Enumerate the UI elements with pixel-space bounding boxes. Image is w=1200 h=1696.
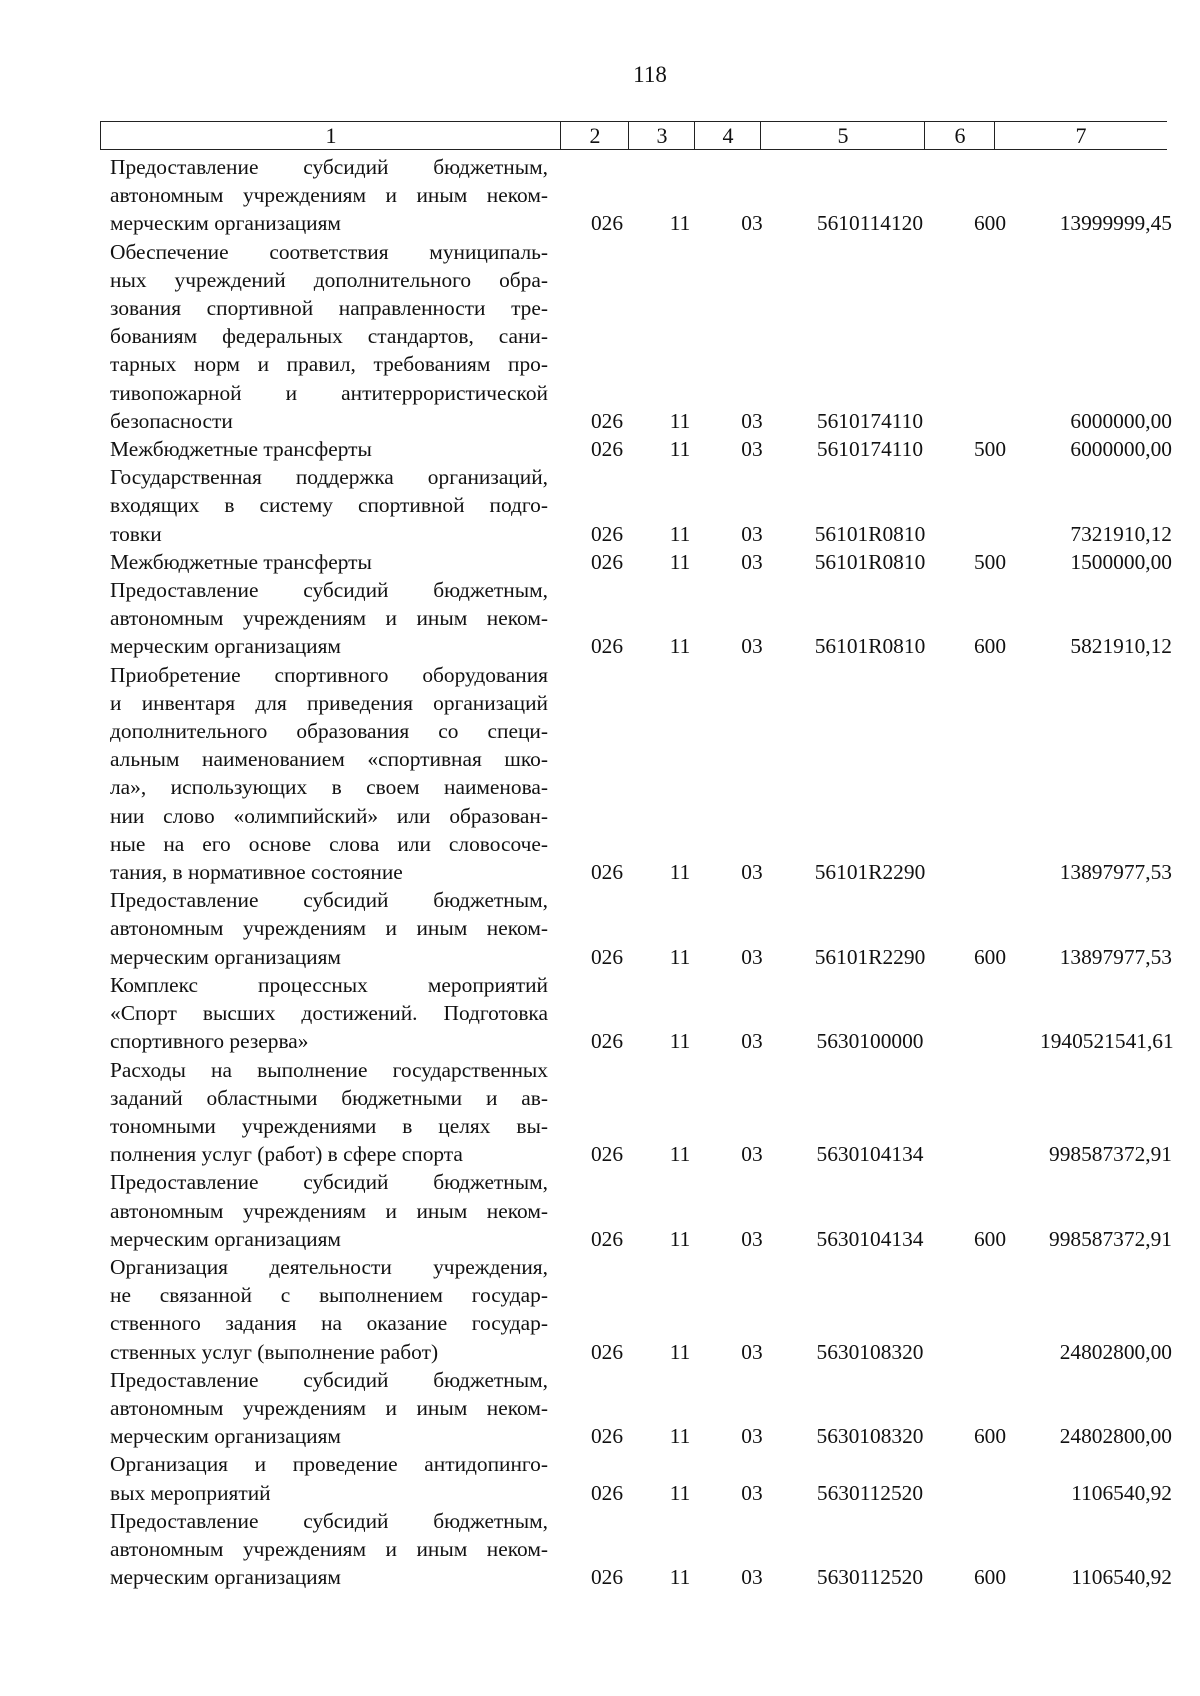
cell-col-4: 03 — [741, 1339, 763, 1364]
cell-col-5: 5630104134 — [816, 1226, 924, 1251]
table-row — [110, 1366, 1172, 1451]
description-line: Предоставление субсидий бюджетным, — [110, 1170, 548, 1195]
description-line: автономным учреждениям и иным неком- — [110, 183, 548, 208]
description-line: Организация и проведение антидопинго- — [110, 1452, 548, 1477]
header-col-4: 4 — [694, 122, 761, 149]
cell-col-3: 11 — [669, 634, 691, 659]
row-description — [110, 153, 548, 238]
cell-col-2: 026 — [590, 549, 624, 574]
cell-col-7: 13897977,53 — [1059, 860, 1172, 885]
table-row — [110, 1450, 1172, 1506]
table-row — [110, 153, 1172, 238]
description-line: Организация деятельности учреждения, — [110, 1254, 548, 1279]
cell-col-6: 600 — [973, 1424, 1007, 1449]
table-row — [110, 886, 1172, 971]
cell-col-5: 5630104134 — [816, 1142, 924, 1167]
table-row — [110, 238, 1172, 435]
row-description — [110, 1507, 548, 1592]
cell-col-7: 998587372,91 — [1049, 1142, 1172, 1167]
cell-col-2: 026 — [590, 1424, 624, 1449]
cell-col-4: 03 — [741, 437, 763, 462]
cell-col-4: 03 — [741, 1226, 763, 1251]
cell-col-2: 026 — [590, 634, 624, 659]
row-description — [110, 238, 548, 435]
description-line: Межбюджетные трансферты — [110, 437, 372, 462]
cell-col-2: 026 — [590, 408, 624, 433]
description-line: Расходы на выполнение государственных — [110, 1057, 548, 1082]
cell-col-4: 03 — [741, 521, 763, 546]
cell-col-4: 03 — [741, 1029, 763, 1054]
description-line: вых мероприятий — [110, 1480, 271, 1505]
cell-col-4: 03 — [741, 1142, 763, 1167]
cell-col-3: 11 — [669, 1142, 691, 1167]
cell-col-6: 600 — [973, 944, 1007, 969]
cell-col-5: 56101R0810 — [814, 634, 926, 659]
description-line: автономным учреждениям и иным неком- — [110, 1395, 548, 1420]
description-line: автономным учреждениям и иным неком- — [110, 1198, 548, 1223]
description-line: ные на его основе слова или словосоче- — [110, 831, 548, 856]
cell-col-6: 600 — [973, 1226, 1007, 1251]
cell-col-5: 56101R0810 — [814, 549, 926, 574]
cell-col-2: 026 — [590, 437, 624, 462]
description-line: Предоставление субсидий бюджетным, — [110, 888, 548, 913]
cell-col-4: 03 — [741, 944, 763, 969]
cell-col-7: 998587372,91 — [1049, 1226, 1172, 1251]
description-line: не связанной с выполнением государ- — [110, 1283, 548, 1308]
cell-col-3: 11 — [669, 1424, 691, 1449]
row-description — [110, 1056, 548, 1169]
description-line: тономными учреждениями в целях вы- — [110, 1113, 548, 1138]
description-line: автономным учреждениям и иным неком- — [110, 606, 548, 631]
description-line: тарных норм и правил, требованиям про- — [110, 352, 548, 377]
description-line: нии слово «олимпийский» или образован- — [110, 803, 548, 828]
description-line: тивопожарной и антитеррористической — [110, 380, 548, 405]
table-row — [110, 661, 1172, 887]
cell-col-2: 026 — [590, 521, 624, 546]
cell-col-5: 5630100000 — [816, 1029, 924, 1054]
description-line: тания, в нормативное состояние — [110, 860, 403, 885]
cell-col-5: 5610174110 — [816, 408, 924, 433]
table-row — [110, 1056, 1172, 1169]
table-body — [110, 153, 1172, 1591]
cell-col-6: 600 — [973, 211, 1007, 236]
row-description — [110, 435, 548, 463]
description-line: полнения услуг (работ) в сфере спорта — [110, 1142, 463, 1167]
cell-col-2: 026 — [590, 1142, 624, 1167]
cell-col-6: 600 — [973, 1565, 1007, 1590]
cell-col-5: 5630112520 — [816, 1480, 924, 1505]
row-description — [110, 548, 548, 576]
cell-col-7: 24802800,00 — [1059, 1424, 1172, 1449]
cell-col-3: 11 — [669, 549, 691, 574]
cell-col-5: 56101R2290 — [814, 860, 926, 885]
cell-col-7: 1940521541,61 — [1040, 1029, 1174, 1054]
header-col-2: 2 — [560, 122, 629, 149]
description-line: Предоставление субсидий бюджетным, — [110, 578, 548, 603]
cell-col-2: 026 — [590, 1029, 624, 1054]
cell-col-6: 500 — [973, 549, 1007, 574]
cell-col-7: 6000000,00 — [1070, 437, 1172, 462]
cell-col-4: 03 — [741, 634, 763, 659]
cell-col-2: 026 — [590, 1480, 624, 1505]
description-line: Межбюджетные трансферты — [110, 549, 372, 574]
cell-col-7: 1106540,92 — [1071, 1480, 1172, 1505]
cell-col-5: 5630112520 — [816, 1565, 924, 1590]
cell-col-7: 6000000,00 — [1070, 408, 1172, 433]
cell-col-2: 026 — [590, 211, 624, 236]
cell-col-3: 11 — [669, 1029, 691, 1054]
cell-col-4: 03 — [741, 1565, 763, 1590]
cell-col-6: 600 — [973, 634, 1007, 659]
row-description — [110, 1253, 548, 1366]
description-line: дополнительного образования со специ- — [110, 719, 548, 744]
row-description — [110, 886, 548, 971]
cell-col-3: 11 — [669, 1226, 691, 1251]
description-line: «Спорт высших достижений. Подготовка — [110, 1001, 548, 1026]
description-line: мерческим организациям — [110, 1424, 341, 1449]
description-line: Предоставление субсидий бюджетным, — [110, 1508, 548, 1533]
cell-col-2: 026 — [590, 1339, 624, 1364]
cell-col-4: 03 — [741, 211, 763, 236]
description-line: альным наименованием «спортивная шко- — [110, 747, 548, 772]
cell-col-5: 56101R2290 — [814, 944, 926, 969]
table-row — [110, 1253, 1172, 1366]
table-row — [110, 971, 1172, 1056]
row-description — [110, 1168, 548, 1253]
description-line: мерческим организациям — [110, 1565, 341, 1590]
cell-col-3: 11 — [669, 860, 691, 885]
row-description — [110, 1450, 548, 1506]
row-description — [110, 971, 548, 1056]
header-col-5: 5 — [760, 122, 925, 149]
description-line: Предоставление субсидий бюджетным, — [110, 155, 548, 179]
table-row — [110, 1507, 1172, 1592]
cell-col-4: 03 — [741, 1424, 763, 1449]
cell-col-4: 03 — [741, 1480, 763, 1505]
cell-col-4: 03 — [741, 860, 763, 885]
table-row — [110, 548, 1172, 576]
description-line: мерческим организациям — [110, 944, 341, 969]
description-line: мерческим организациям — [110, 1226, 341, 1251]
cell-col-5: 5610114120 — [816, 211, 924, 236]
description-line: Комплекс процессных мероприятий — [110, 972, 548, 997]
cell-col-6: 500 — [973, 437, 1007, 462]
table-header — [100, 121, 1167, 150]
description-line: безопасности — [110, 408, 233, 433]
cell-col-2: 026 — [590, 860, 624, 885]
cell-col-2: 026 — [590, 1565, 624, 1590]
row-description — [110, 576, 548, 661]
row-description — [110, 661, 548, 887]
description-line: Предоставление субсидий бюджетным, — [110, 1367, 548, 1392]
cell-col-5: 56101R0810 — [814, 521, 926, 546]
description-line: и инвентаря для приведения организаций — [110, 690, 548, 715]
page-number: 118 — [633, 62, 667, 87]
table-row — [110, 576, 1172, 661]
cell-col-3: 11 — [669, 1480, 691, 1505]
cell-col-7: 7321910,12 — [1070, 521, 1172, 546]
description-line: ных учреждений дополнительного обра- — [110, 267, 548, 292]
header-col-7: 7 — [994, 122, 1167, 149]
description-line: входящих в систему спортивной подго- — [110, 493, 548, 518]
cell-col-3: 11 — [669, 437, 691, 462]
description-line: бованиям федеральных стандартов, сани- — [110, 324, 548, 349]
description-line: мерческим организациям — [110, 634, 341, 659]
description-line: ла», использующих в своем наименова- — [110, 775, 548, 800]
cell-col-3: 11 — [669, 944, 691, 969]
cell-col-4: 03 — [741, 549, 763, 574]
cell-col-7: 1500000,00 — [1070, 549, 1172, 574]
cell-col-4: 03 — [741, 408, 763, 433]
description-line: товки — [110, 521, 162, 546]
cell-col-7: 5821910,12 — [1070, 634, 1172, 659]
header-col-1: 1 — [100, 122, 561, 149]
cell-col-3: 11 — [669, 211, 691, 236]
cell-col-5: 5630108320 — [816, 1339, 924, 1364]
cell-col-2: 026 — [590, 1226, 624, 1251]
table-row — [110, 463, 1172, 548]
cell-col-3: 11 — [669, 1565, 691, 1590]
description-line: зования спортивной направленности тре- — [110, 296, 548, 321]
description-line: мерческим организациям — [110, 211, 341, 236]
header-col-6: 6 — [924, 122, 995, 149]
cell-col-7: 1106540,92 — [1071, 1565, 1172, 1590]
description-line: автономным учреждениям и иным неком- — [110, 916, 548, 941]
cell-col-7: 24802800,00 — [1059, 1339, 1172, 1364]
cell-col-7: 13897977,53 — [1059, 944, 1172, 969]
description-line: спортивного резерва» — [110, 1029, 309, 1054]
cell-col-7: 13999999,45 — [1059, 211, 1172, 236]
cell-col-2: 026 — [590, 944, 624, 969]
cell-col-3: 11 — [669, 521, 691, 546]
cell-col-3: 11 — [669, 1339, 691, 1364]
description-line: ственных услуг (выполнение работ) — [110, 1339, 439, 1364]
description-line: автономным учреждениям и иным неком- — [110, 1536, 548, 1561]
row-description — [110, 1366, 548, 1451]
header-col-3: 3 — [628, 122, 695, 149]
cell-col-5: 5610174110 — [816, 437, 924, 462]
description-line: Государственная поддержка организаций, — [110, 465, 548, 490]
table-row — [110, 1168, 1172, 1253]
row-description — [110, 463, 548, 548]
description-line: заданий областными бюджетными и ав- — [110, 1085, 548, 1110]
table-row — [110, 435, 1172, 463]
description-line: Обеспечение соответствия муниципаль- — [110, 239, 548, 264]
cell-col-5: 5630108320 — [816, 1424, 924, 1449]
description-line: Приобретение спортивного оборудования — [110, 662, 548, 687]
description-line: ственного задания на оказание государ- — [110, 1311, 548, 1336]
cell-col-3: 11 — [669, 408, 691, 433]
